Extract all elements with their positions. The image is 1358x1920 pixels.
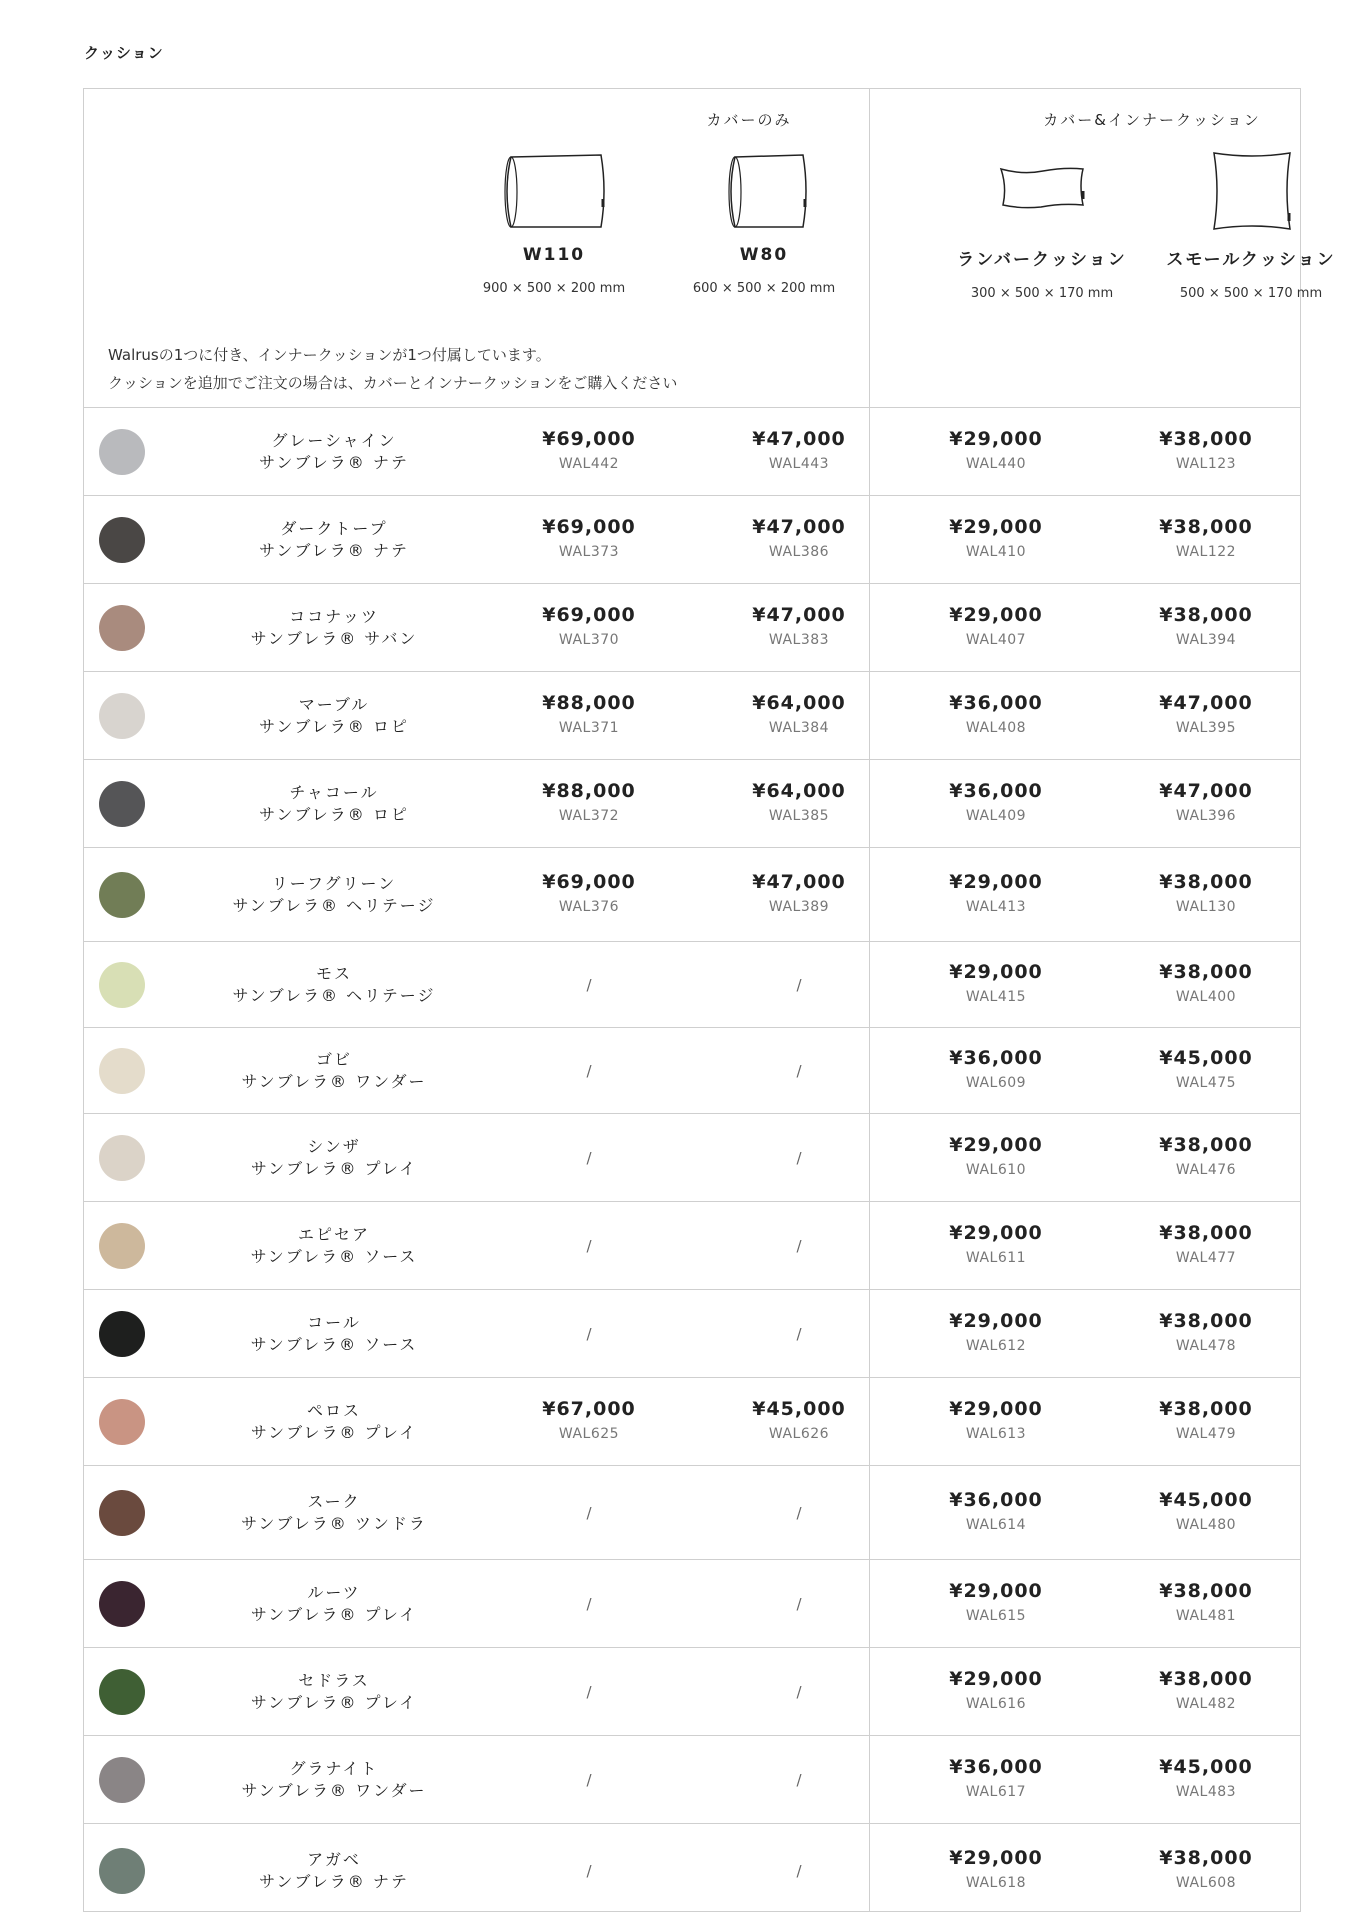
price-cell-w110 (499, 1398, 679, 1442)
fabric-color-name: ココナッツ (289, 607, 379, 626)
price: ¥88,000 (542, 780, 636, 802)
fabric-name (224, 1491, 444, 1535)
product-code: WAL385 (768, 808, 830, 824)
fabric-line-name: サンブレラ® プレイ (250, 1159, 418, 1178)
price-table (83, 88, 1336, 1912)
price: ¥45,000 (1159, 1756, 1253, 1778)
price-cell-small (1116, 961, 1296, 1005)
not-available-mark: / (586, 1595, 592, 1613)
note-line: Walrusの1つに付き、インナークッションが1つ付属しています。 (108, 346, 551, 364)
not-available-mark: / (586, 1062, 592, 1080)
price-cell-small (1116, 428, 1296, 472)
price-cell-w110 (499, 692, 679, 736)
price: ¥45,000 (1159, 1489, 1253, 1511)
price-cell-small (1116, 871, 1296, 915)
table-row (84, 942, 1300, 1028)
price-cell-w80 (709, 780, 889, 824)
fabric-line-name: サンブレラ® ロピ (259, 805, 409, 824)
product-code: WAL479 (1175, 1426, 1237, 1442)
price-cell-w80 (709, 604, 889, 648)
column-w80 (664, 151, 864, 296)
product-code: WAL616 (965, 1696, 1027, 1712)
price: ¥38,000 (1159, 1222, 1253, 1244)
price: ¥29,000 (949, 961, 1043, 983)
not-available-mark: / (586, 1862, 592, 1880)
price-cell-w80 (709, 1325, 889, 1343)
column-name: ランバークッション (957, 250, 1127, 270)
product-code: WAL611 (965, 1250, 1027, 1266)
not-available-mark: / (796, 1062, 802, 1080)
fabric-color-name: スーク (307, 1492, 361, 1511)
fabric-swatch (99, 693, 145, 739)
price-cell-lumbar (906, 1756, 1086, 1800)
price: ¥29,000 (949, 516, 1043, 538)
product-code: WAL384 (768, 720, 830, 736)
product-code: WAL373 (558, 544, 620, 560)
fabric-color-name: ルーツ (307, 1583, 361, 1602)
note-line: クッションを追加でご注文の場合は、カバーとインナークッションをご購入ください (108, 374, 678, 392)
not-available-mark: / (796, 1325, 802, 1343)
price-cell-lumbar (906, 692, 1086, 736)
price-cell-lumbar (906, 516, 1086, 560)
price: ¥38,000 (1159, 1134, 1253, 1156)
product-code: WAL407 (965, 632, 1027, 648)
not-available-mark: / (796, 1595, 802, 1613)
price: ¥47,000 (752, 604, 846, 626)
price-cell-lumbar (906, 1847, 1086, 1891)
price-cell-w80 (709, 516, 889, 560)
price: ¥29,000 (949, 428, 1043, 450)
product-code: WAL615 (965, 1608, 1027, 1624)
product-code: WAL609 (965, 1075, 1027, 1091)
table-row (84, 1290, 1300, 1378)
price-cell-lumbar (906, 961, 1086, 1005)
fabric-swatch (99, 1399, 145, 1445)
price-cell-lumbar (906, 1222, 1086, 1266)
column-small (1151, 151, 1351, 301)
table-row (84, 408, 1300, 496)
fabric-swatch (99, 781, 145, 827)
column-dims: 900 × 500 × 200 mm (482, 281, 626, 296)
fabric-name (224, 873, 444, 917)
fabric-line-name: サンブレラ® プレイ (250, 1423, 418, 1442)
price-cell-w80 (709, 1062, 889, 1080)
price: ¥69,000 (542, 428, 636, 450)
not-available-mark: / (796, 1237, 802, 1255)
price-cell-w110 (499, 604, 679, 648)
product-code: WAL389 (768, 899, 830, 915)
product-code: WAL130 (1175, 899, 1237, 915)
fabric-line-name: サンブレラ® ヘリテージ (232, 896, 436, 915)
table-row (84, 496, 1300, 584)
not-available-mark: / (796, 1149, 802, 1167)
product-code: WAL386 (768, 544, 830, 560)
price: ¥38,000 (1159, 1847, 1253, 1869)
fabric-line-name: サンブレラ® ワンダー (241, 1781, 427, 1800)
price: ¥36,000 (949, 780, 1043, 802)
fabric-color-name: ペロス (306, 1401, 361, 1420)
price-cell-small (1116, 1310, 1296, 1354)
price: ¥47,000 (752, 428, 846, 450)
fabric-name (224, 430, 444, 474)
square-cushion-icon (1186, 151, 1316, 231)
fabric-color-name: セドラス (298, 1671, 370, 1690)
price-cell-lumbar (906, 428, 1086, 472)
fabric-color-name: チャコール (289, 783, 379, 802)
price: ¥64,000 (752, 692, 846, 714)
price: ¥38,000 (1159, 516, 1253, 538)
price: ¥36,000 (949, 1756, 1043, 1778)
price: ¥29,000 (949, 1580, 1043, 1602)
price-cell-w110 (499, 871, 679, 915)
bolster-cushion-small-icon (699, 151, 829, 231)
price-cell-small (1116, 604, 1296, 648)
inner-cushion-note (108, 341, 677, 397)
price-cell-w80 (709, 1398, 889, 1442)
fabric-color-name: グラナイト (289, 1759, 379, 1778)
product-code: WAL372 (558, 808, 620, 824)
price-cell-w80 (709, 1237, 889, 1255)
fabric-swatch (99, 1490, 145, 1536)
product-code: WAL123 (1175, 456, 1237, 472)
table-row (84, 848, 1300, 942)
price-cell-w80 (709, 1504, 889, 1522)
price: ¥47,000 (1159, 780, 1253, 802)
price-cell-small (1116, 1134, 1296, 1178)
fabric-line-name: サンブレラ® ナテ (259, 453, 409, 472)
fabric-swatch (99, 1669, 145, 1715)
product-code: WAL482 (1175, 1696, 1237, 1712)
price: ¥29,000 (949, 871, 1043, 893)
price: ¥38,000 (1159, 1310, 1253, 1332)
product-code: WAL481 (1175, 1608, 1237, 1624)
price-cell-w110 (499, 1862, 679, 1880)
price-cell-w80 (709, 1862, 889, 1880)
group-label-cover-inner: カバー&インナークッション (1043, 111, 1261, 129)
fabric-color-name: マーブル (298, 695, 370, 714)
price-cell-lumbar (906, 780, 1086, 824)
table-row (84, 1560, 1300, 1648)
price-cell-small (1116, 1489, 1296, 1533)
fabric-swatch (99, 605, 145, 651)
fabric-swatch (99, 1135, 145, 1181)
price: ¥38,000 (1159, 1580, 1253, 1602)
price-cell-w110 (499, 1149, 679, 1167)
price-cell-w110 (499, 1237, 679, 1255)
product-code: WAL376 (558, 899, 620, 915)
group-label-cover-only: カバーのみ (706, 111, 792, 129)
price-cell-small (1116, 692, 1296, 736)
fabric-color-name: ダークトープ (280, 519, 388, 538)
fabric-name (224, 782, 444, 826)
product-code: WAL442 (558, 456, 620, 472)
price: ¥29,000 (949, 1668, 1043, 1690)
price: ¥36,000 (949, 1047, 1043, 1069)
fabric-color-name: ゴビ (315, 1050, 352, 1069)
not-available-mark: / (586, 1149, 592, 1167)
product-code: WAL478 (1175, 1338, 1237, 1354)
fabric-name (224, 963, 444, 1007)
fabric-name (224, 1758, 444, 1802)
price: ¥36,000 (949, 1489, 1043, 1511)
price: ¥47,000 (1159, 692, 1253, 714)
not-available-mark: / (586, 1237, 592, 1255)
price-cell-lumbar (906, 1580, 1086, 1624)
fabric-swatch (99, 872, 145, 918)
product-code: WAL617 (965, 1784, 1027, 1800)
fabric-line-name: サンブレラ® ナテ (259, 541, 409, 560)
table-row (84, 584, 1300, 672)
fabric-line-name: サンブレラ® ツンドラ (241, 1514, 427, 1533)
price-cell-w80 (709, 428, 889, 472)
not-available-mark: / (796, 976, 802, 994)
product-code: WAL409 (965, 808, 1027, 824)
fabric-swatch (99, 1848, 145, 1894)
price-cell-lumbar (906, 1489, 1086, 1533)
price: ¥47,000 (752, 871, 846, 893)
product-code: WAL408 (965, 720, 1027, 736)
price: ¥38,000 (1159, 1398, 1253, 1420)
fabric-line-name: サンブレラ® プレイ (250, 1605, 418, 1624)
fabric-name (224, 694, 444, 738)
price-cell-w80 (709, 1149, 889, 1167)
price: ¥64,000 (752, 780, 846, 802)
product-code: WAL415 (965, 989, 1027, 1005)
price: ¥69,000 (542, 604, 636, 626)
price: ¥38,000 (1159, 871, 1253, 893)
product-code: WAL440 (965, 456, 1027, 472)
price-cell-w110 (499, 516, 679, 560)
not-available-mark: / (796, 1771, 802, 1789)
bolster-cushion-icon (489, 151, 619, 231)
table-row (84, 1202, 1300, 1290)
price-cell-w110 (499, 428, 679, 472)
fabric-line-name: サンブレラ® ナテ (259, 1872, 409, 1891)
price-cell-w110 (499, 1504, 679, 1522)
product-code: WAL476 (1175, 1162, 1237, 1178)
product-code: WAL475 (1175, 1075, 1237, 1091)
fabric-line-name: サンブレラ® サバン (250, 629, 418, 648)
fabric-line-name: サンブレラ® ヘリテージ (232, 986, 436, 1005)
fabric-swatch (99, 1223, 145, 1269)
product-code: WAL383 (768, 632, 830, 648)
fabric-color-name: リーフグリーン (271, 874, 397, 893)
price-cell-small (1116, 1222, 1296, 1266)
table-row (84, 1824, 1300, 1918)
table-row (84, 672, 1300, 760)
product-code: WAL413 (965, 899, 1027, 915)
price-cell-w80 (709, 976, 889, 994)
fabric-swatch (99, 1757, 145, 1803)
fabric-line-name: サンブレラ® ワンダー (241, 1072, 427, 1091)
price: ¥29,000 (949, 604, 1043, 626)
price-cell-w80 (709, 871, 889, 915)
fabric-name (224, 518, 444, 562)
price: ¥38,000 (1159, 604, 1253, 626)
fabric-color-name: アガベ (307, 1850, 361, 1869)
price-cell-lumbar (906, 604, 1086, 648)
fabric-name (224, 1582, 444, 1626)
fabric-line-name: サンブレラ® ソース (250, 1247, 418, 1266)
product-code: WAL400 (1175, 989, 1237, 1005)
price: ¥45,000 (752, 1398, 846, 1420)
price-cell-lumbar (906, 871, 1086, 915)
price-cell-small (1116, 780, 1296, 824)
product-code: WAL477 (1175, 1250, 1237, 1266)
price-cell-w80 (709, 1771, 889, 1789)
price-cell-small (1116, 1580, 1296, 1624)
price-cell-lumbar (906, 1047, 1086, 1091)
column-name: W110 (522, 245, 586, 265)
price: ¥29,000 (949, 1398, 1043, 1420)
table-row (84, 1028, 1300, 1114)
product-code: WAL396 (1175, 808, 1237, 824)
price: ¥29,000 (949, 1847, 1043, 1869)
price-cell-w80 (709, 1595, 889, 1613)
price: ¥29,000 (949, 1222, 1043, 1244)
price: ¥29,000 (949, 1134, 1043, 1156)
fabric-name (224, 1670, 444, 1714)
fabric-name (224, 606, 444, 650)
price-cell-w110 (499, 1325, 679, 1343)
price-cell-w110 (499, 780, 679, 824)
fabric-swatch (99, 517, 145, 563)
table-row (84, 1466, 1300, 1560)
product-code: WAL625 (558, 1426, 620, 1442)
product-code: WAL370 (558, 632, 620, 648)
product-code: WAL480 (1175, 1517, 1237, 1533)
fabric-line-name: サンブレラ® プレイ (250, 1693, 418, 1712)
price-cell-w110 (499, 976, 679, 994)
price-cell-small (1116, 1756, 1296, 1800)
product-code: WAL443 (768, 456, 830, 472)
product-code: WAL371 (558, 720, 620, 736)
fabric-swatch (99, 1311, 145, 1357)
product-code: WAL613 (965, 1426, 1027, 1442)
price: ¥69,000 (542, 871, 636, 893)
product-code: WAL395 (1175, 720, 1237, 736)
not-available-mark: / (796, 1683, 802, 1701)
product-code: WAL614 (965, 1517, 1027, 1533)
table-row (84, 760, 1300, 848)
fabric-swatch (99, 962, 145, 1008)
fabric-color-name: グレーシャイン (271, 431, 397, 450)
price-cell-w80 (709, 1683, 889, 1701)
price-cell-w80 (709, 692, 889, 736)
price: ¥38,000 (1159, 1668, 1253, 1690)
product-code: WAL610 (965, 1162, 1027, 1178)
column-dims: 600 × 500 × 200 mm (692, 281, 836, 296)
price-cell-lumbar (906, 1134, 1086, 1178)
price: ¥38,000 (1159, 428, 1253, 450)
column-w110 (454, 151, 654, 296)
price-cell-small (1116, 1847, 1296, 1891)
not-available-mark: / (586, 1771, 592, 1789)
price: ¥36,000 (949, 692, 1043, 714)
price: ¥47,000 (752, 516, 846, 538)
fabric-swatch (99, 1581, 145, 1627)
fabric-swatch (99, 429, 145, 475)
fabric-color-name: コール (307, 1313, 361, 1332)
not-available-mark: / (586, 1683, 592, 1701)
not-available-mark: / (586, 976, 592, 994)
product-code: WAL626 (768, 1426, 830, 1442)
fabric-name (224, 1049, 444, 1093)
fabric-line-name: サンブレラ® ロピ (259, 717, 409, 736)
price-cell-lumbar (906, 1668, 1086, 1712)
price: ¥67,000 (542, 1398, 636, 1420)
section-title: クッション (84, 44, 164, 62)
not-available-mark: / (586, 1504, 592, 1522)
column-name: スモールクッション (1166, 250, 1336, 270)
price-cell-small (1116, 1398, 1296, 1442)
table-row (84, 1736, 1300, 1824)
price-cell-small (1116, 516, 1296, 560)
not-available-mark: / (796, 1504, 802, 1522)
column-dims: 300 × 500 × 170 mm (970, 286, 1114, 301)
fabric-name (224, 1312, 444, 1356)
product-code: WAL608 (1175, 1875, 1237, 1891)
not-available-mark: / (586, 1325, 592, 1343)
column-dims: 500 × 500 × 170 mm (1179, 286, 1323, 301)
price-cell-lumbar (906, 1398, 1086, 1442)
price-cell-w110 (499, 1683, 679, 1701)
lumbar-cushion-icon (977, 151, 1107, 231)
product-code: WAL122 (1175, 544, 1237, 560)
fabric-swatch (99, 1048, 145, 1094)
column-name: W80 (739, 245, 789, 265)
product-code: WAL410 (965, 544, 1027, 560)
product-code: WAL618 (965, 1875, 1027, 1891)
table-row (84, 1648, 1300, 1736)
price: ¥38,000 (1159, 961, 1253, 983)
price-cell-w110 (499, 1062, 679, 1080)
price: ¥88,000 (542, 692, 636, 714)
fabric-name (224, 1400, 444, 1444)
price: ¥45,000 (1159, 1047, 1253, 1069)
fabric-name (224, 1224, 444, 1268)
not-available-mark: / (796, 1862, 802, 1880)
table-row (84, 1114, 1300, 1202)
fabric-line-name: サンブレラ® ソース (250, 1335, 418, 1354)
fabric-name (224, 1849, 444, 1893)
price: ¥29,000 (949, 1310, 1043, 1332)
price-cell-lumbar (906, 1310, 1086, 1354)
price-cell-w110 (499, 1595, 679, 1613)
product-code: WAL394 (1175, 632, 1237, 648)
price-cell-small (1116, 1047, 1296, 1091)
product-code: WAL612 (965, 1338, 1027, 1354)
fabric-color-name: モス (315, 964, 352, 983)
fabric-color-name: エピセア (297, 1225, 370, 1244)
price-cell-small (1116, 1668, 1296, 1712)
fabric-color-name: シンザ (307, 1137, 361, 1156)
table-row (84, 1378, 1300, 1466)
price-cell-w110 (499, 1771, 679, 1789)
column-lumbar (942, 151, 1142, 301)
fabric-name (224, 1136, 444, 1180)
price: ¥69,000 (542, 516, 636, 538)
product-code: WAL483 (1175, 1784, 1237, 1800)
table-header (84, 89, 1336, 408)
